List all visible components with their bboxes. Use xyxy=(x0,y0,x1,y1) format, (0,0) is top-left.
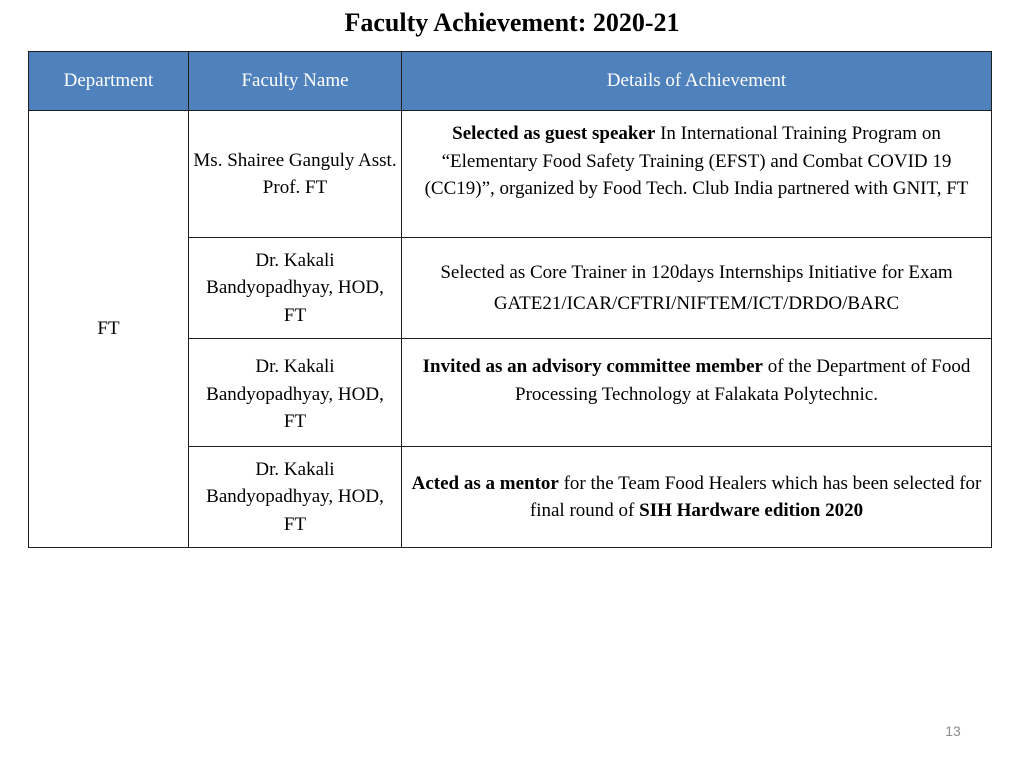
table-row xyxy=(29,111,992,238)
achievement-text: In International Training Program on “Elementary Food Safety Training (EFST) and Combat COVID 19 (CC19)”, organized by Food Tech. Club India partnered with GNIT, FT xyxy=(424,123,969,199)
department-cell: FT xyxy=(29,111,189,548)
faculty-name-cell: Dr. Kakali Bandyopadhyay, HOD, FT xyxy=(189,447,402,548)
header-faculty-name: Faculty Name xyxy=(189,52,402,111)
achievement-highlight-event: SIH Hardware edition 2020 xyxy=(639,500,864,521)
achievement-cell xyxy=(402,447,992,548)
header-department: Department xyxy=(29,52,189,111)
achievement-highlight: Selected as guest speaker xyxy=(452,123,656,144)
achievement-text: Selected as Core Trainer in 120days Internships Initiative for Exam GATE21/ICAR/CFTRI/NIFTEM/ICT/DRDO/BARC xyxy=(440,262,953,314)
achievement-cell xyxy=(402,339,992,447)
achievement-cell xyxy=(402,238,992,339)
achievement-text: for the Team Food Healers which has been selected for final round of xyxy=(529,472,982,521)
table-header-row xyxy=(29,52,992,111)
faculty-name-cell: Ms. Shairee Ganguly Asst. Prof. FT xyxy=(189,111,402,238)
achievement-highlight: Acted as a mentor xyxy=(411,472,559,494)
page-number: 13 xyxy=(945,723,961,739)
page-title: Faculty Achievement: 2020-21 xyxy=(344,8,680,37)
achievement-table xyxy=(28,51,992,548)
faculty-name-cell: Dr. Kakali Bandyopadhyay, HOD, FT xyxy=(189,339,402,447)
achievement-text: of the Department of Food Processing Technology at Falakata Polytechnic. xyxy=(515,356,971,405)
achievement-highlight: Invited as an advisory committee member xyxy=(422,356,763,377)
achievement-cell xyxy=(402,111,992,238)
faculty-name-cell: Dr. Kakali Bandyopadhyay, HOD, FT xyxy=(189,238,402,339)
header-details: Details of Achievement xyxy=(402,52,992,111)
